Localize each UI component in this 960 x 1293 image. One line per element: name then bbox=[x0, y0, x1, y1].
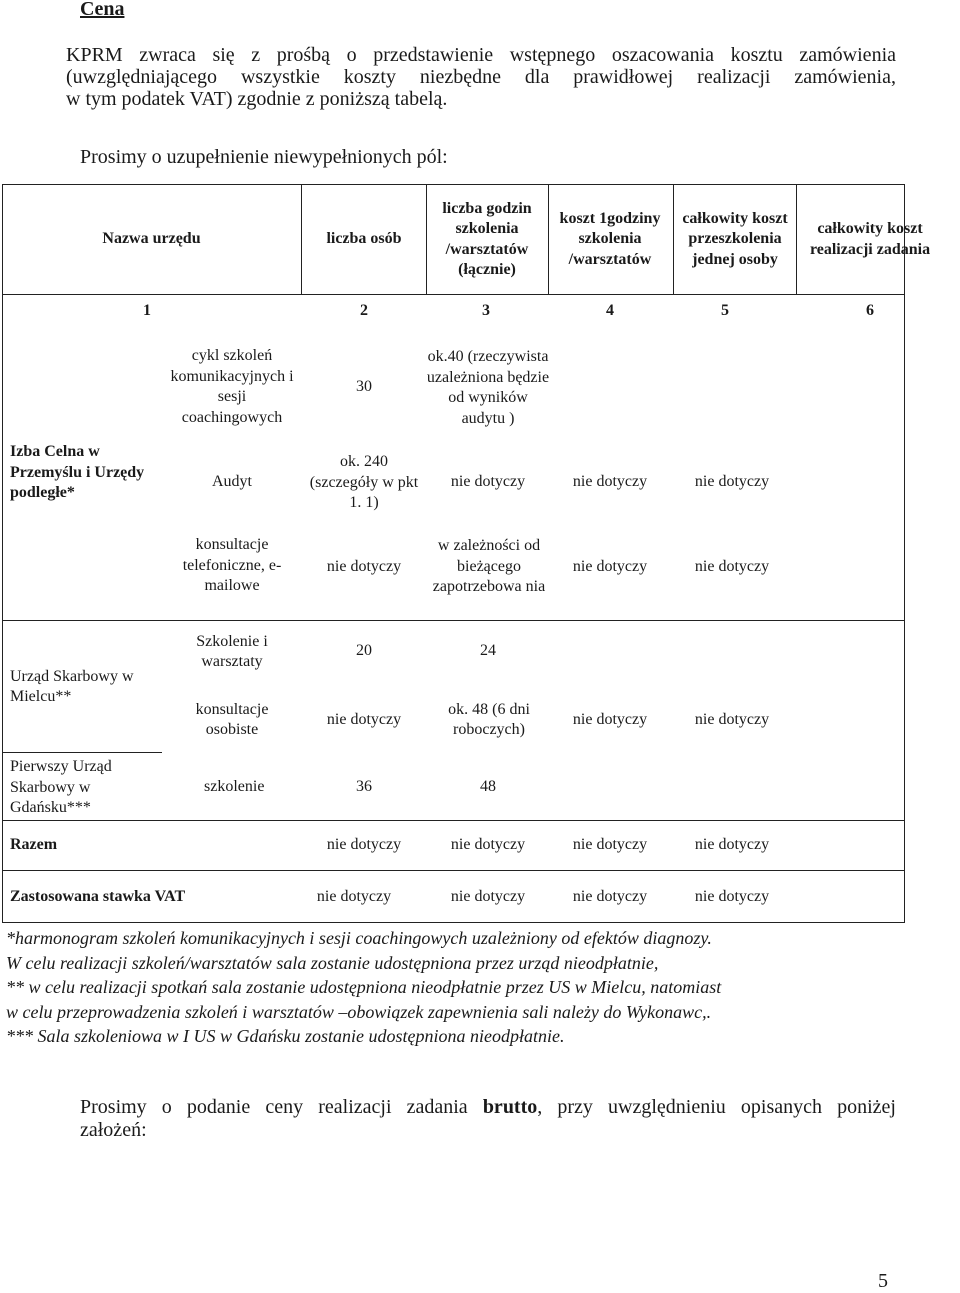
izba-audyt-hours: nie dotyczy bbox=[450, 472, 526, 490]
izba-cykl-hours: ok.40 (rzeczywista uzależniona będzie od wyników audytu ) bbox=[426, 348, 550, 427]
razem-label: Razem bbox=[10, 835, 58, 853]
gdansk-persons: 36 bbox=[356, 777, 372, 795]
razem-value: nie dotyczy bbox=[694, 835, 770, 853]
column-number: 3 bbox=[482, 301, 490, 319]
final-request bbox=[80, 1096, 896, 1142]
gdansk-hours: 48 bbox=[480, 777, 496, 795]
mielec-szkol-label: Szkolenie i warsztaty bbox=[196, 632, 268, 670]
mielec-kons-hours: ok. 48 (6 dni roboczych) bbox=[448, 700, 530, 738]
table-border bbox=[2, 922, 905, 923]
footnotes bbox=[6, 926, 906, 1049]
header-hour-cost: koszt 1godziny szkolenia /warsztatów bbox=[559, 209, 661, 268]
izba-cykl-label: cykl szkoleń komunikacyjnych i sesji coachingowych bbox=[170, 347, 294, 426]
izba-kons-hour-cost: nie dotyczy bbox=[572, 557, 648, 575]
table-border bbox=[2, 620, 905, 621]
gdansk-label: szkolenie bbox=[204, 777, 265, 795]
izba-audyt-person-cost: nie dotyczy bbox=[694, 472, 770, 490]
mielec-kons-label: konsultacje osobiste bbox=[195, 700, 269, 738]
table-border bbox=[426, 184, 427, 295]
izba-audyt-persons: ok. 240 (szczegóły w pkt 1. 1) bbox=[309, 453, 419, 512]
column-number: 2 bbox=[360, 301, 368, 319]
office-izba-celna: Izba Celna w Przemyślu i Urzędy podległe* bbox=[10, 443, 145, 502]
razem-value: nie dotyczy bbox=[326, 835, 402, 853]
column-number: 1 bbox=[143, 301, 151, 319]
table-border bbox=[2, 752, 162, 753]
mielec-kons-persons: nie dotyczy bbox=[326, 710, 402, 728]
header-office: Nazwa urzędu bbox=[102, 230, 201, 248]
column-number: 6 bbox=[866, 301, 874, 319]
header-hours: liczba godzin szkolenia /warsztatów (łącznie) bbox=[442, 199, 532, 278]
table-border bbox=[2, 870, 905, 871]
razem-value: nie dotyczy bbox=[572, 835, 648, 853]
column-number: 5 bbox=[721, 301, 729, 319]
footnote-line: ** w celu realizacji spotkań sala zostanie udostępniona nieodpłatnie przez US w Mielcu, natomiast bbox=[6, 977, 722, 997]
razem-value: nie dotyczy bbox=[450, 835, 526, 853]
izba-kons-persons: nie dotyczy bbox=[326, 557, 402, 575]
table-border bbox=[2, 184, 3, 922]
izba-audyt-hour-cost: nie dotyczy bbox=[572, 472, 648, 490]
office-mielec: Urząd Skarbowy w Mielcu** bbox=[10, 667, 134, 705]
izba-cykl-persons: 30 bbox=[356, 377, 372, 395]
table-border bbox=[904, 184, 905, 922]
column-number: 4 bbox=[606, 301, 614, 319]
table-border bbox=[2, 820, 905, 821]
izba-audyt-label: Audyt bbox=[212, 472, 252, 490]
table-border bbox=[2, 294, 905, 295]
footnote-line: W celu realizacji szkoleń/warsztatów sala zostanie udostępniona przez urząd nieodpłatnie, bbox=[6, 952, 659, 973]
mielec-szkol-hours: 24 bbox=[480, 641, 496, 659]
izba-kons-hours: w zależności od bieżącego zapotrzebowa nia bbox=[432, 537, 546, 596]
final-request-line2: założeń: bbox=[80, 1119, 147, 1141]
vat-value: nie dotyczy bbox=[572, 887, 648, 905]
vat-value: nie dotyczy bbox=[694, 887, 770, 905]
izba-kons-label: konsultacje telefoniczne, e-mailowe bbox=[182, 536, 282, 595]
mielec-kons-hour-cost: nie dotyczy bbox=[572, 710, 648, 728]
izba-kons-person-cost: nie dotyczy bbox=[694, 557, 770, 575]
page-number: 5 bbox=[878, 1270, 888, 1292]
office-gdansk: Pierwszy Urząd Skarbowy w Gdańsku*** bbox=[10, 758, 112, 817]
header-persons: liczba osób bbox=[326, 230, 402, 248]
vat-value: nie dotyczy bbox=[450, 887, 526, 905]
table-border bbox=[548, 184, 549, 295]
mielec-kons-person-cost: nie dotyczy bbox=[694, 710, 770, 728]
section-title: Cena bbox=[80, 0, 125, 20]
intro-line: w tym podatek VAT) zgodnie z poniższą tabelą. bbox=[66, 88, 448, 110]
mielec-szkol-persons: 20 bbox=[356, 641, 372, 659]
request-text: Prosimy o uzupełnienie niewypełnionych pól: bbox=[80, 146, 448, 168]
final-request-line: Prosimy o podanie ceny realizacji zadania brutto, przy uwzględnieniu opisanych poniżej bbox=[80, 1096, 896, 1118]
header-person-cost: całkowity koszt przeszkolenia jednej osoby bbox=[682, 209, 788, 268]
footnote-line: *harmonogram szkoleń komunikacyjnych i sesji coachingowych uzależniony od efektów diagnozy. bbox=[6, 928, 712, 948]
header-total-cost: całkowity koszt realizacji zadania bbox=[809, 220, 931, 258]
intro-line: KPRM zwraca się z prośbą o przedstawienie wstępnego oszacowania kosztu zamówienia bbox=[66, 44, 896, 66]
vat-value: nie dotyczy bbox=[316, 887, 392, 905]
footnote-line: *** Sala szkoleniowa w I US w Gdańsku zostanie udostępniona nieodpłatnie. bbox=[6, 1026, 565, 1046]
vat-label: Zastosowana stawka VAT bbox=[10, 887, 186, 905]
footnote-line: w celu przeprowadzenia szkoleń i warsztatów –obowiązek zapewnienia sali należy do Wykonawc,. bbox=[6, 1001, 712, 1022]
intro-line: (uwzględniającego wszystkie koszty niezbędne dla prawidłowej realizacji zamówienia, bbox=[66, 66, 896, 88]
emphasis-brutto: brutto bbox=[482, 1096, 538, 1118]
